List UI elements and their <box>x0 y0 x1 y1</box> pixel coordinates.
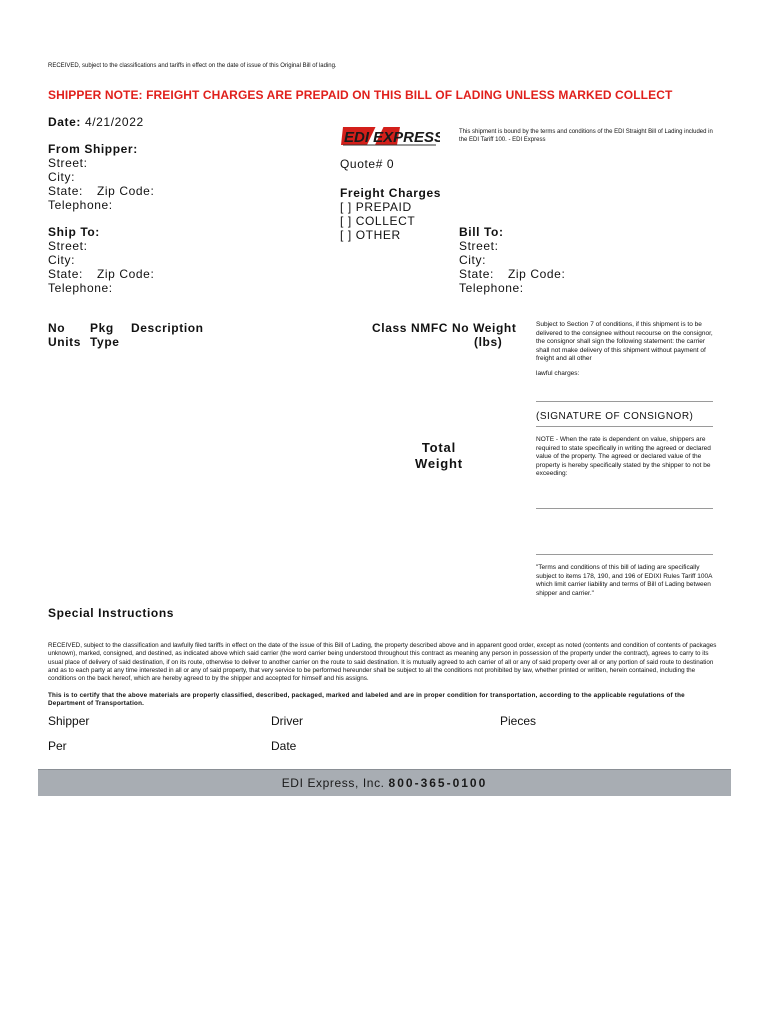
ship-to-zip: Zip Code: <box>96 267 155 281</box>
date-label: Date: <box>48 115 82 129</box>
from-shipper-city: City: <box>48 170 75 184</box>
from-shipper-state: State: <box>48 184 83 198</box>
date-row <box>48 115 144 129</box>
from-shipper-title: From Shipper: <box>48 142 138 156</box>
received-paragraph: RECEIVED, subject to the classification and lawfully filed tariffs in effect on the date of the issue of this Bill of Lading, the property described above and in apparent good order, except as noted (contents and condition of contents of packages unknown), marked, consigned, and destined, as indicated above which said carrier (the word carrier being understood throughout this contract as meaning any person in possession of the property under the contract), agrees to carry to its usual place of delivery of said destination, if on its route, otherwise to deliver to another carrier on the route to said destination. It is mutually agreed to ach carrier of all or any of said property over all or any portion of said route to destination and as to each party at any time interested in all or any of said property, that very service to be performed hereunder shall be subject to all the conditions not prohibited by law, whether printed or written, herein contained, including the conditions on the back hereof, which are hereby agreed to by the shipper and accepted for himself and his assigns. <box>48 642 717 683</box>
edi-express-logo <box>340 124 440 148</box>
declared-value-note: NOTE - When the rate is dependent on value, shippers are required to state specifically in writing the agreed or declared value of the property. The agreed or declared value of the property is hereby specifically stated by the shipper to not be exceeding: <box>536 436 711 477</box>
ship-to-block <box>48 225 154 295</box>
col-no: No <box>48 321 66 335</box>
declared-value-line[interactable] <box>536 508 713 509</box>
freight-collect-checkbox[interactable]: [ ] COLLECT <box>340 214 416 228</box>
received-header-line: RECEIVED, subject to the classifications and tariffs in effect on the date of issue of this Original Bill of lading. <box>48 63 337 69</box>
bill-to-street: Street: <box>459 239 499 253</box>
special-instructions-title: Special Instructions <box>48 606 175 620</box>
section7-text: Subject to Section 7 of conditions, if this shipment is to be delivered to the consignee without recourse on the consignor, the consignor shall sign the following statement: the carrier shall not make delivery of this shipment without payment of freight and all other <box>536 321 713 362</box>
from-shipper-zip: Zip Code: <box>96 184 155 198</box>
section7-lawful: lawful charges: <box>536 370 580 377</box>
from-shipper-street: Street: <box>48 156 88 170</box>
ship-to-state: State: <box>48 267 83 281</box>
shipper-note: SHIPPER NOTE: FREIGHT CHARGES ARE PREPAID ON THIS BILL OF LADING UNLESS MARKED COLLECT <box>48 88 673 102</box>
from-shipper-block <box>48 142 154 212</box>
signature-of-consignor-label: (SIGNATURE OF CONSIGNOR) <box>536 411 694 422</box>
bill-to-city: City: <box>459 253 486 267</box>
ship-to-city: City: <box>48 253 75 267</box>
col-pkg-type <box>90 321 120 349</box>
freight-charges-block <box>340 186 441 242</box>
freight-charges-title: Freight Charges <box>340 186 442 200</box>
driver-signature-label[interactable]: Driver <box>271 714 303 728</box>
freight-prepaid-checkbox[interactable]: [ ] PREPAID <box>340 200 412 214</box>
pieces-label[interactable]: Pieces <box>500 714 537 728</box>
bill-to-zip: Zip Code: <box>507 267 566 281</box>
per-label[interactable]: Per <box>48 739 67 753</box>
col-units: Units <box>48 335 81 349</box>
ship-to-title: Ship To: <box>48 225 100 239</box>
date-value: 4/21/2022 <box>84 115 144 129</box>
footer-text <box>38 776 731 790</box>
certify-statement: This is to certify that the above materials are properly classified, described, packaged, marked and labeled and are in proper condition for transportation, according to the applicable regulations of the Department of Transportation. <box>48 692 685 708</box>
logo-text: EDI EXPRESS <box>344 129 440 146</box>
from-shipper-telephone: Telephone: <box>48 198 113 212</box>
bill-to-state: State: <box>459 267 494 281</box>
terms-note: This shipment is bound by the terms and conditions of the EDI Straight Bill of Lading included in the EDI Tariff 100. - EDI Express <box>459 129 713 143</box>
divider-line <box>536 426 713 427</box>
from-shipper-state-zip <box>48 184 154 198</box>
total-weight-line2: Weight <box>415 456 463 471</box>
col-description: Description <box>131 321 204 335</box>
footer-phone: 800-365-0100 <box>388 776 488 790</box>
total-weight-label <box>415 440 463 472</box>
bill-to-title: Bill To: <box>459 225 504 239</box>
freight-other-checkbox[interactable]: [ ] OTHER <box>340 228 401 242</box>
col-lbs: (lbs) <box>474 335 503 349</box>
col-class-nmfc-weight: Class NMFC No Weight <box>372 321 517 335</box>
date-signature-label[interactable]: Date <box>271 739 297 753</box>
quote-number: Quote# 0 <box>340 157 395 171</box>
ship-to-state-zip <box>48 267 154 281</box>
terms-items-note: "Terms and conditions of this bill of lading are specifically subject to items 178, 190, and 196 of EDIXI Rules Tariff 100A which limit carrier liability and terms of Bill of Lading between shipper and carrier." <box>536 564 713 597</box>
ship-to-street: Street: <box>48 239 88 253</box>
footer-company: EDI Express, Inc. <box>281 776 385 790</box>
ship-to-telephone: Telephone: <box>48 281 113 295</box>
col-pkg: Pkg <box>90 321 114 335</box>
footer-bar <box>38 769 731 796</box>
bill-to-telephone: Telephone: <box>459 281 524 295</box>
col-type: Type <box>90 335 120 349</box>
divider-line-2 <box>536 554 713 555</box>
total-weight-line1: Total <box>421 440 456 455</box>
shipper-signature-label[interactable]: Shipper <box>48 714 90 728</box>
bill-to-block <box>459 225 565 295</box>
bill-to-state-zip <box>459 267 565 281</box>
consignor-signature-line[interactable] <box>536 401 713 402</box>
col-no-units <box>48 321 81 349</box>
